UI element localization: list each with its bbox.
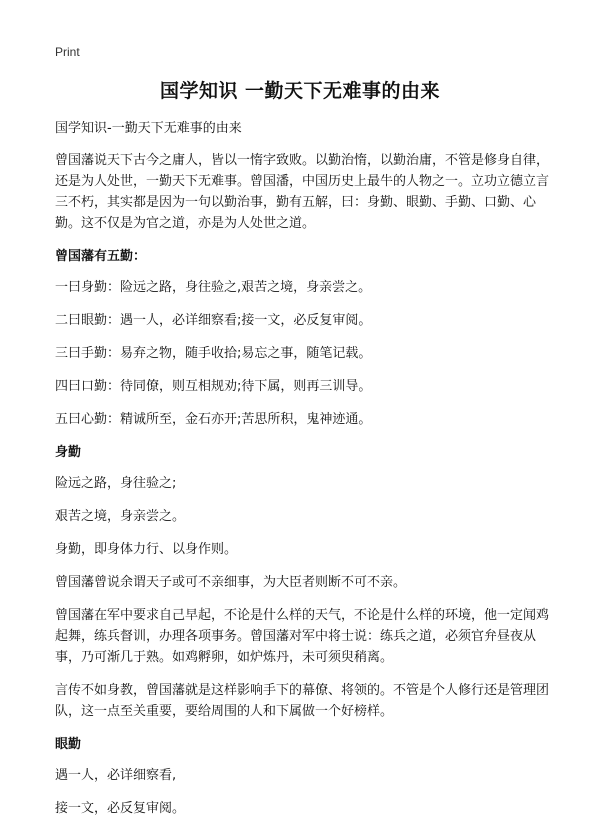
eye-diligence-heading: 眼勤 bbox=[55, 737, 82, 752]
eye-line: 接一文，必反复审阅。 bbox=[55, 801, 186, 816]
body-line: 曾国藩曾说余谓天子或可不亲细事，为大臣者则断不可不亲。 bbox=[55, 575, 407, 590]
body-line: 险远之路，身往验之; bbox=[55, 476, 177, 491]
body-paragraph: 言传不如身教，曾国藩就是这样影响手下的幕僚、将领的。不管是个人修行还是管理团队，这一点至关重要，要给周围的人和下属做一个好榜样。 bbox=[55, 683, 550, 719]
body-line: 身勤，即身体力行、以身作则。 bbox=[55, 542, 238, 557]
eye-line: 遇一人，必详细察看, bbox=[55, 768, 177, 783]
article-body bbox=[55, 118, 550, 831]
five-item-hand: 三曰手勤：易弃之物，随手收拾;易忘之事，随笔记载。 bbox=[55, 346, 372, 361]
five-item-eye: 二曰眼勤：遇一人，必详细察看;接一文，必反复审阅。 bbox=[55, 313, 372, 328]
five-item-heart: 五曰心勤：精诚所至，金石亦开;苦思所积，鬼神迹通。 bbox=[55, 412, 372, 427]
body-paragraph: 曾国藩在军中要求自己早起，不论是什么样的天气，不论是什么样的环境，他一定闻鸡起舞，练兵督训，办理各项事务。曾国藩对军中将士说：练兵之道，必须官弁昼夜从事，乃可渐几于熟。如鸡孵卵，如炉炼丹，未可须臾稍离。 bbox=[55, 608, 550, 665]
body-diligence-heading: 身勤 bbox=[55, 445, 82, 460]
print-link[interactable]: Print bbox=[55, 45, 80, 59]
body-line: 艰苦之境，身亲尝之。 bbox=[55, 509, 186, 524]
five-diligences-heading: 曾国藩有五勤： bbox=[55, 249, 147, 264]
intro-paragraph: 曾国藩说天下古今之庸人，皆以一惰字致败。以勤治惰，以勤治庸，不管是修身自律，还是为人处世，一勤天下无难事。曾国潘，中国历史上最牛的人物之一。立功立德立言三不朽，其实都是因为一句以勤治事，勤有五解，曰：身勤、眼勤、手勤、口勤、心勤。这不仅是为官之道，亦是为人处世之道。 bbox=[55, 153, 550, 231]
page-title: 国学知识 一勤天下无难事的由来 bbox=[159, 80, 441, 102]
article-subtitle: 国学知识-一勤天下无难事的由来 bbox=[55, 121, 242, 136]
five-item-body: 一曰身勤：险远之路，身往验之,艰苦之境，身亲尝之。 bbox=[55, 280, 372, 295]
five-item-mouth: 四曰口勤：待同僚，则互相规劝;待下属，则再三训导。 bbox=[55, 379, 372, 394]
